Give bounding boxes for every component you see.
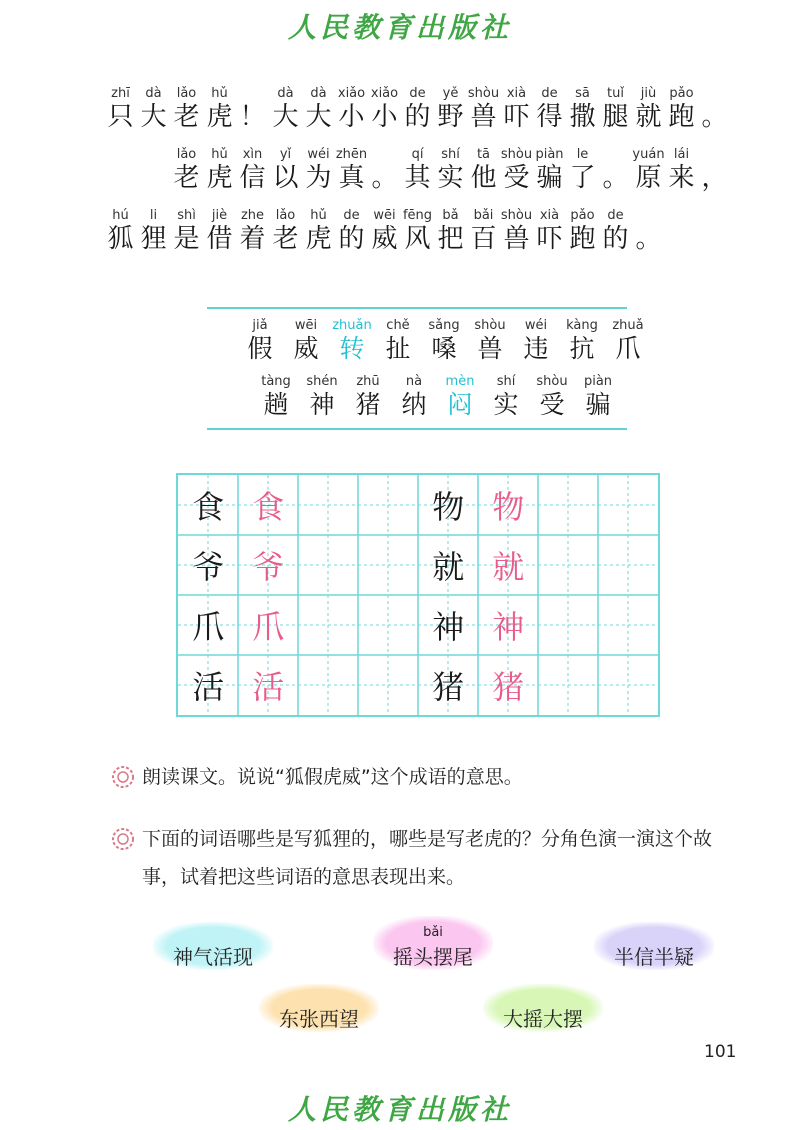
- ruby-char: [401, 147, 434, 193]
- pinyin: jiù: [640, 86, 657, 101]
- hanzi: 跑: [668, 102, 695, 132]
- pinyin: zhe: [240, 208, 265, 223]
- pinyin: tā: [476, 147, 491, 162]
- trace-character: 猪: [492, 668, 525, 706]
- ruby-char: [368, 86, 401, 132]
- text-line-2: [170, 147, 731, 193]
- pinyin: jiǎ: [252, 318, 268, 333]
- ruby-char: [302, 147, 335, 193]
- exercise-badge-icon: [112, 828, 134, 850]
- vocab-word: [605, 318, 651, 364]
- hanzi: 的: [338, 224, 365, 254]
- pinyin: xià: [506, 86, 527, 101]
- ruby-char: [236, 147, 269, 193]
- hanzi: 只: [107, 102, 134, 132]
- pinyin: hǔ: [310, 208, 327, 223]
- trace-character: 爷: [252, 548, 285, 586]
- pinyin: wéi: [524, 318, 548, 333]
- pinyin: shòu: [536, 374, 568, 389]
- hanzi: 得: [536, 102, 563, 132]
- hanzi: 扯: [385, 334, 411, 363]
- vocab-word: [513, 318, 559, 364]
- model-character: 物: [432, 488, 465, 526]
- hanzi: 闷: [447, 390, 473, 419]
- hanzi: 受: [503, 163, 530, 193]
- ruby-char: [269, 147, 302, 193]
- pinyin: wēi: [294, 318, 318, 333]
- pinyin: fēng: [402, 208, 433, 223]
- ruby-char: [467, 208, 500, 254]
- vocab-word: [437, 374, 483, 420]
- punctuation: 。: [701, 102, 728, 132]
- pinyin: xìn: [242, 147, 263, 162]
- hanzi: 大: [272, 102, 299, 132]
- hanzi: 神: [309, 390, 335, 419]
- hanzi: 的: [602, 224, 629, 254]
- vocab-word: [575, 374, 621, 420]
- punctuation: ，: [701, 163, 728, 193]
- exercise-badge-icon: [112, 766, 134, 788]
- hanzi: 骗: [585, 390, 611, 419]
- page-number: 101: [704, 1042, 737, 1062]
- hanzi: 着: [239, 224, 266, 254]
- model-character: 活: [192, 668, 225, 706]
- pinyin: tuǐ: [607, 86, 624, 101]
- pinyin: jiè: [211, 208, 228, 223]
- vocab-top-rule: [207, 307, 627, 309]
- vocab-bottom-rule: [207, 428, 627, 430]
- model-character: 爷: [192, 548, 225, 586]
- hanzi: 的: [404, 102, 431, 132]
- ruby-char: [203, 86, 236, 132]
- vocab-word: [299, 374, 345, 420]
- pinyin: le: [576, 147, 589, 162]
- pinyin: shòu: [474, 318, 506, 333]
- ruby-char: [137, 86, 170, 132]
- ruby-char: [632, 86, 665, 132]
- hanzi: 来: [668, 163, 695, 193]
- hanzi: 就: [635, 102, 662, 132]
- model-character: 爪: [192, 608, 225, 646]
- ruby-char: [467, 147, 500, 193]
- ruby-char: [137, 208, 170, 254]
- pinyin: de: [409, 86, 426, 101]
- vocab-row-1: [237, 318, 651, 364]
- ruby-char: [434, 208, 467, 254]
- model-character: 猪: [432, 668, 465, 706]
- model-character: 食: [192, 488, 225, 526]
- vocab-word: [345, 374, 391, 420]
- pinyin: xià: [539, 208, 560, 223]
- ruby-char: [533, 147, 566, 193]
- ruby-char: [401, 86, 434, 132]
- pinyin: mèn: [445, 374, 475, 389]
- hanzi: 大: [305, 102, 332, 132]
- hanzi: 大: [140, 102, 167, 132]
- trace-character: 活: [252, 668, 285, 706]
- hanzi: 其: [404, 163, 431, 193]
- pinyin: hú: [112, 208, 129, 223]
- pinyin: piàn: [583, 374, 613, 389]
- hanzi: 老: [173, 163, 200, 193]
- pinyin: pǎo: [669, 86, 694, 101]
- punctuation: 。: [371, 163, 398, 193]
- ruby-char: [269, 86, 302, 132]
- ruby-char: [434, 147, 467, 193]
- vocab-word: [421, 318, 467, 364]
- pinyin: pǎo: [570, 208, 595, 223]
- punctuation: 。: [635, 224, 662, 254]
- hanzi: 信: [239, 163, 266, 193]
- hanzi: 爪: [615, 334, 641, 363]
- ruby-char: [170, 86, 203, 132]
- punctuation: 。: [602, 163, 629, 193]
- model-character: 就: [432, 548, 465, 586]
- punctuation: ！: [239, 102, 266, 132]
- phrase-cloud-1: 神气活现: [153, 922, 273, 970]
- ruby-char: [104, 208, 137, 254]
- hanzi: 吓: [503, 102, 530, 132]
- ruby-char: [203, 208, 236, 254]
- hanzi: 虎: [305, 224, 332, 254]
- hanzi: 实: [493, 390, 519, 419]
- hanzi: 兽: [503, 224, 530, 254]
- hanzi: 嗓: [431, 334, 457, 363]
- ruby-char: [302, 208, 335, 254]
- vocab-row-2: [253, 374, 621, 420]
- pinyin: lái: [673, 147, 690, 162]
- hanzi: 受: [539, 390, 565, 419]
- pinyin: zhī: [111, 86, 130, 101]
- hanzi: 原: [635, 163, 662, 193]
- hanzi: 违: [523, 334, 549, 363]
- ruby-char: [335, 208, 368, 254]
- phrase-cloud-5: 大摇大摆: [483, 984, 603, 1032]
- ruby-char: [599, 86, 632, 132]
- trace-character: 物: [492, 488, 525, 526]
- pinyin: xiǎo: [337, 86, 366, 101]
- pinyin: yuán: [632, 147, 665, 162]
- vocab-word: [529, 374, 575, 420]
- pinyin: wēi: [373, 208, 396, 223]
- ruby-char: [566, 147, 599, 193]
- vocab-word: [467, 318, 513, 364]
- hanzi: 实: [437, 163, 464, 193]
- pinyin: zhuǎ: [612, 318, 644, 333]
- hanzi: 虎: [206, 163, 233, 193]
- hanzi: 真: [338, 163, 365, 193]
- publisher-logo-top: 人民教育出版社: [287, 11, 512, 44]
- hanzi: 借: [206, 224, 233, 254]
- ruby-char: [632, 147, 665, 193]
- vocab-word: [283, 318, 329, 364]
- hanzi: 为: [305, 163, 332, 193]
- hanzi: 跑: [569, 224, 596, 254]
- pinyin: shí: [496, 374, 516, 389]
- hanzi: 兽: [470, 102, 497, 132]
- vocab-word: [483, 374, 529, 420]
- vocab-word: [237, 318, 283, 364]
- ruby-char: [104, 86, 137, 132]
- ruby-char: [335, 86, 368, 132]
- writing-grid: [176, 473, 660, 717]
- ruby-char: [434, 86, 467, 132]
- hanzi: 百: [470, 224, 497, 254]
- hanzi: 猪: [355, 390, 381, 419]
- pinyin: de: [343, 208, 360, 223]
- ruby-char: [302, 86, 335, 132]
- ruby-char: [170, 147, 203, 193]
- ruby-char: [566, 208, 599, 254]
- pinyin: wéi: [307, 147, 330, 162]
- phrase-cloud-2: bǎi 摇头摆尾: [373, 916, 493, 970]
- ruby-char: [500, 86, 533, 132]
- exercise-2: [112, 820, 732, 896]
- hanzi: 虎: [206, 102, 233, 132]
- vocab-word: [329, 318, 375, 364]
- ruby-char: [500, 147, 533, 193]
- ruby-char: [533, 208, 566, 254]
- text-line-3: [104, 208, 665, 254]
- ruby-char: [368, 208, 401, 254]
- hanzi: 骗: [536, 163, 563, 193]
- vocab-word: [391, 374, 437, 420]
- vocab-word: [559, 318, 605, 364]
- hanzi: 威: [371, 224, 398, 254]
- ruby-char: [335, 147, 368, 193]
- pinyin: lǎo: [176, 147, 197, 162]
- hanzi: 威: [293, 334, 319, 363]
- hanzi: 吓: [536, 224, 563, 254]
- hanzi: 小: [338, 102, 365, 132]
- pinyin: kàng: [566, 318, 598, 333]
- hanzi: 小: [371, 102, 398, 132]
- ruby-char: [665, 86, 698, 132]
- phrase-cloud-4: 东张西望: [259, 984, 379, 1032]
- model-character: 神: [432, 608, 465, 646]
- hanzi: 转: [339, 334, 365, 363]
- pinyin: hǔ: [211, 147, 228, 162]
- pinyin: xiǎo: [370, 86, 399, 101]
- exercise-2-text: 下面的词语哪些是写狐狸的，哪些是写老虎的？分角色演一演这个故事，试着把这些词语的意思表现出来。: [142, 828, 713, 888]
- pinyin: hǔ: [211, 86, 228, 101]
- publisher-logo-bottom: 人民教育出版社: [287, 1093, 512, 1126]
- hanzi: 纳: [401, 390, 427, 419]
- pinyin: dà: [145, 86, 162, 101]
- trace-character: 神: [492, 608, 525, 646]
- pinyin: bǎi: [473, 208, 494, 223]
- ruby-char: [401, 208, 434, 254]
- text-line-1: [104, 86, 731, 132]
- ruby-char: [236, 208, 269, 254]
- pinyin: dà: [277, 86, 294, 101]
- phrase-cloud-3: 半信半疑: [594, 922, 714, 970]
- pinyin: yě: [442, 86, 459, 101]
- hanzi: 假: [247, 334, 273, 363]
- exercise-1-text: 朗读课文。说说“狐假虎威”这个成语的意思。: [142, 766, 523, 788]
- pinyin: bǎ: [442, 208, 459, 223]
- vocab-word: [253, 374, 299, 420]
- hanzi: 抗: [569, 334, 595, 363]
- pinyin: shòu: [500, 147, 533, 162]
- hanzi: 了: [569, 163, 596, 193]
- pinyin: shì: [177, 208, 196, 223]
- pinyin: piàn: [535, 147, 564, 162]
- pinyin: shí: [441, 147, 460, 162]
- pinyin: zhū: [356, 374, 380, 389]
- ruby-char: [467, 86, 500, 132]
- pinyin: lǎo: [275, 208, 296, 223]
- hanzi: 野: [437, 102, 464, 132]
- pinyin: shòu: [467, 86, 500, 101]
- trace-character: 就: [492, 548, 525, 586]
- pinyin: yǐ: [279, 147, 292, 162]
- trace-character: 爪: [252, 608, 285, 646]
- pinyin: shòu: [500, 208, 533, 223]
- pinyin: lǎo: [176, 86, 197, 101]
- pinyin: tàng: [261, 374, 291, 389]
- pinyin: chě: [386, 318, 410, 333]
- pinyin: qí: [411, 147, 424, 162]
- hanzi: 狸: [140, 224, 167, 254]
- pinyin: de: [607, 208, 624, 223]
- pinyin: dà: [310, 86, 327, 101]
- ruby-char: [203, 147, 236, 193]
- ruby-char: [599, 208, 632, 254]
- hanzi: 老: [173, 102, 200, 132]
- ruby-char: [533, 86, 566, 132]
- pinyin: de: [541, 86, 558, 101]
- pinyin: li: [149, 208, 158, 223]
- exercise-1: [112, 758, 712, 796]
- hanzi: 以: [272, 163, 299, 193]
- ruby-char: [665, 147, 698, 193]
- hanzi: 撒: [569, 102, 596, 132]
- ruby-char: [170, 208, 203, 254]
- hanzi: 兽: [477, 334, 503, 363]
- hanzi: 是: [173, 224, 200, 254]
- ruby-char: [269, 208, 302, 254]
- ruby-char: [500, 208, 533, 254]
- trace-character: 食: [252, 488, 285, 526]
- hanzi: 狐: [107, 224, 134, 254]
- vocab-word: [375, 318, 421, 364]
- pinyin: nà: [405, 374, 423, 389]
- hanzi: 风: [404, 224, 431, 254]
- pinyin: sā: [575, 86, 590, 101]
- hanzi: 他: [470, 163, 497, 193]
- hanzi: 腿: [602, 102, 629, 132]
- ruby-char: [566, 86, 599, 132]
- pinyin: shén: [306, 374, 338, 389]
- hanzi: 把: [437, 224, 464, 254]
- hanzi: 老: [272, 224, 299, 254]
- pinyin: zhuǎn: [332, 318, 372, 333]
- pinyin: zhēn: [335, 147, 368, 162]
- hanzi: 趟: [263, 390, 289, 419]
- pinyin: sǎng: [428, 318, 460, 333]
